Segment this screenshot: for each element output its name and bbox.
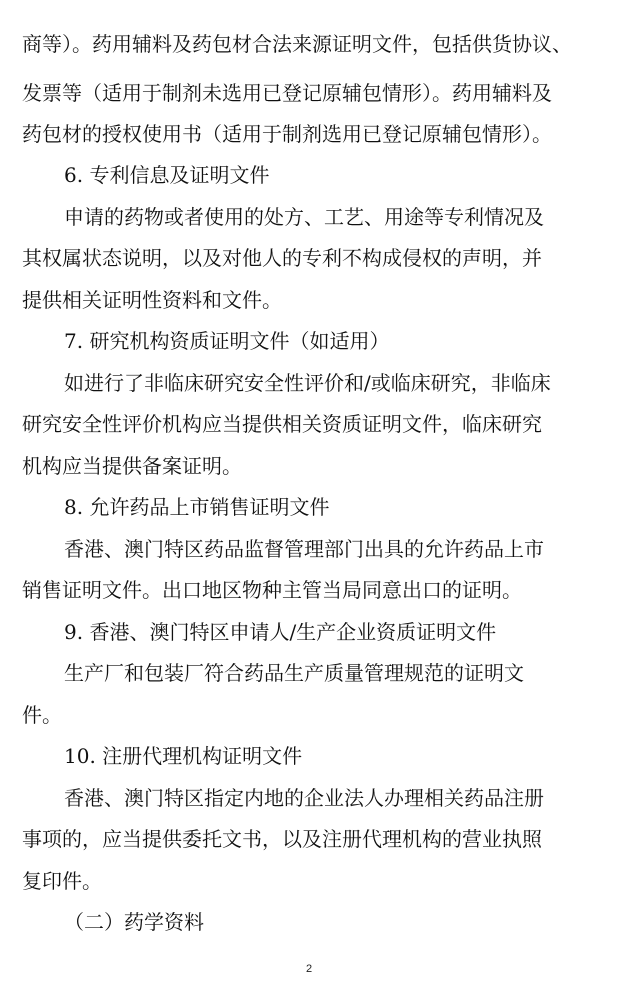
paragraph-line: 其权属状态说明，以及对他人的专利不构成侵权的声明，并 bbox=[22, 246, 542, 270]
paragraph-line: 生产厂和包装厂符合药品生产质量管理规范的证明文 bbox=[64, 661, 524, 685]
section-heading-agent-certificate: 10. 注册代理机构证明文件 bbox=[64, 744, 303, 768]
paragraph-line: 研究安全性评价机构应当提供相关资质证明文件，临床研究 bbox=[22, 412, 542, 436]
paragraph-line: 商等）。药用辅料及药包材合法来源证明文件，包括供货协议、 bbox=[22, 32, 572, 56]
paragraph-line: 香港、澳门特区指定内地的企业法人办理相关药品注册 bbox=[64, 786, 544, 810]
section-heading-marketing-permit: 8. 允许药品上市销售证明文件 bbox=[64, 495, 330, 519]
paragraph-line: 件。 bbox=[22, 703, 62, 727]
paragraph-line: 申请的药物或者使用的处方、工艺、用途等专利情况及 bbox=[64, 205, 544, 229]
paragraph-line: 如进行了非临床研究安全性评价和/或临床研究，非临床 bbox=[64, 371, 551, 395]
page-number: 2 bbox=[305, 963, 313, 975]
section-heading-pharmaceutical-data: （二）药学资料 bbox=[64, 910, 204, 934]
section-heading-patent: 6. 专利信息及证明文件 bbox=[64, 163, 270, 187]
paragraph-line: 事项的，应当提供委托文书，以及注册代理机构的营业执照 bbox=[22, 827, 542, 851]
section-heading-research-institution: 7. 研究机构资质证明文件（如适用） bbox=[64, 329, 390, 353]
paragraph-line: 发票等（适用于制剂未选用已登记原辅包情形）。药用辅料及 bbox=[22, 81, 552, 105]
paragraph-line: 复印件。 bbox=[22, 869, 102, 893]
section-heading-applicant-qualification: 9. 香港、澳门特区申请人/生产企业资质证明文件 bbox=[64, 620, 497, 644]
paragraph-line: 提供相关证明性资料和文件。 bbox=[22, 288, 282, 312]
paragraph-line: 香港、澳门特区药品监督管理部门出具的允许药品上市 bbox=[64, 537, 544, 561]
paragraph-line: 药包材的授权使用书（适用于制剂选用已登记原辅包情形）。 bbox=[22, 122, 552, 146]
paragraph-line: 销售证明文件。出口地区物种主管当局同意出口的证明。 bbox=[22, 578, 522, 602]
paragraph-line: 机构应当提供备案证明。 bbox=[22, 454, 242, 478]
